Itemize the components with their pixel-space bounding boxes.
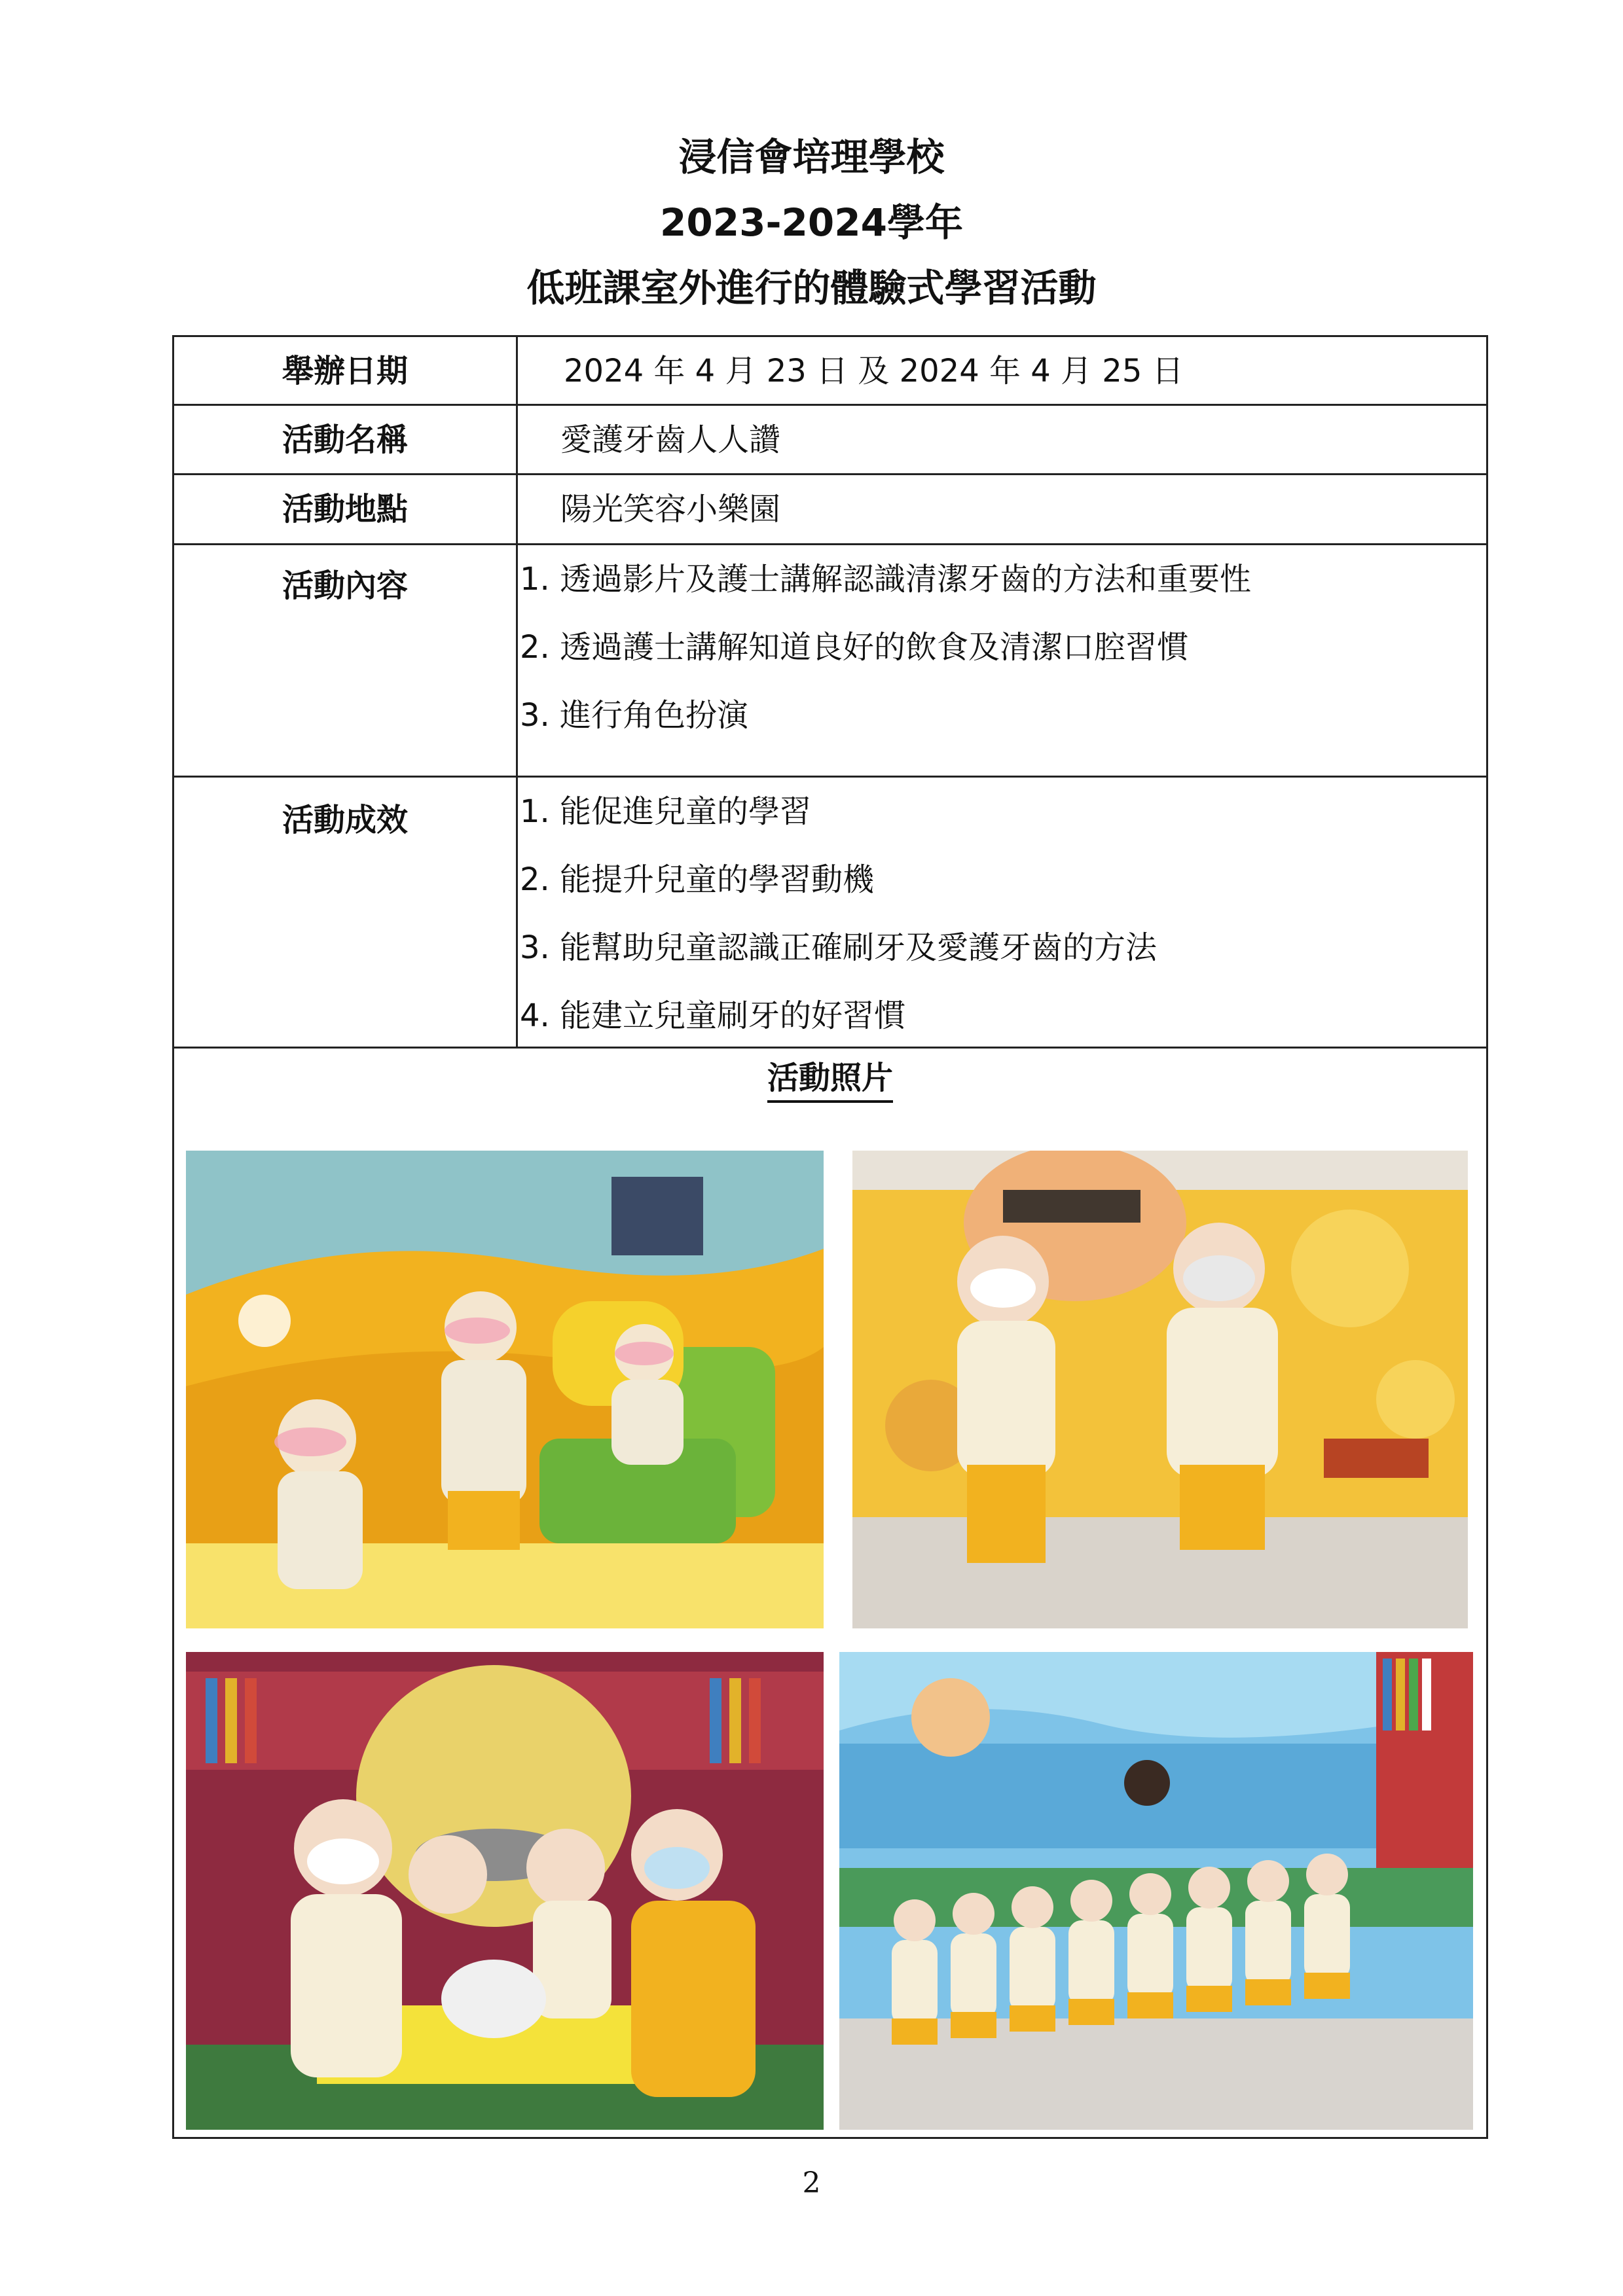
- content-list: [520, 545, 1251, 749]
- school-name: 浸信會培理學校: [678, 135, 945, 179]
- outcome-label: 活動成效: [282, 802, 408, 838]
- outcome-item: 3. 能幫助兒童認識正確刷牙及愛護牙齒的方法: [520, 929, 1158, 966]
- outcome-item: 4. 能建立兒童刷牙的好習慣: [520, 997, 906, 1034]
- date-value: 2024 年 4 月 23 日 及 2024 年 4 月 25 日: [564, 353, 1184, 389]
- content-item: 1. 透過影片及護士講解認識清潔牙齒的方法和重要性: [520, 561, 1252, 598]
- place-label-cell: [174, 475, 518, 543]
- document-title-block: [0, 124, 1623, 321]
- name-label-cell: [174, 406, 518, 473]
- date-row: [174, 337, 1486, 406]
- activity-photo-1: [186, 1151, 824, 1628]
- outcome-list: [520, 778, 1157, 1050]
- outcome-item: 1. 能促進兒童的學習: [520, 793, 812, 830]
- content-label: 活動內容: [282, 567, 408, 604]
- outcome-item: 2. 能提升兒童的學習動機: [520, 861, 875, 898]
- photos-label: 活動照片: [767, 1060, 893, 1103]
- name-value: 愛護牙齒人人讚: [560, 422, 781, 458]
- place-row: [174, 475, 1486, 545]
- place-value: 陽光笑容小樂園: [560, 491, 781, 528]
- content-item: 2. 透過護士講解知道良好的飲食及清潔口腔習慣: [520, 629, 1189, 666]
- activity-title: 低班課室外進行的體驗式學習活動: [526, 266, 1097, 310]
- activity-photo-4: [839, 1652, 1473, 2130]
- photos-heading: [174, 1055, 1486, 1101]
- place-label: 活動地點: [282, 491, 408, 528]
- name-label: 活動名稱: [282, 422, 408, 458]
- content-item: 3. 進行角色扮演: [520, 697, 749, 734]
- activity-photo-2: [852, 1151, 1468, 1628]
- outcome-row: [174, 778, 1486, 1049]
- content-label-cell: [174, 545, 518, 776]
- date-label-cell: [174, 337, 518, 404]
- outcome-label-cell: [174, 778, 518, 1047]
- activity-photo-3: [186, 1652, 824, 2130]
- page-number: 2: [802, 2166, 821, 2200]
- name-row: [174, 406, 1486, 475]
- content-row: [174, 545, 1486, 778]
- activity-table: [172, 335, 1488, 2139]
- date-label: 舉辦日期: [282, 353, 408, 389]
- school-year: 2023-2024學年: [660, 200, 963, 245]
